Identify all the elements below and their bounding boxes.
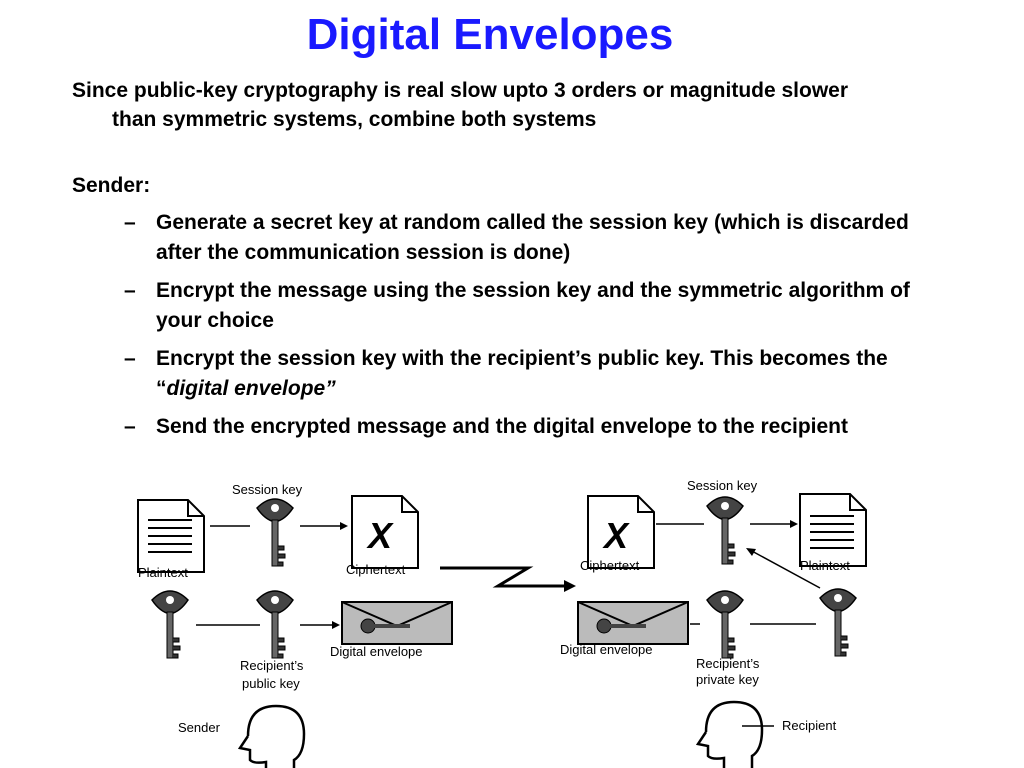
step-item <box>124 412 934 442</box>
received-envelope-label: Digital envelope <box>560 642 653 657</box>
received-ciphertext-label: Ciphertext <box>580 558 640 573</box>
plaintext-document-icon <box>138 500 204 572</box>
recipient-head-icon <box>698 702 762 768</box>
recipient-public-key-icon <box>257 591 293 658</box>
sender-steps-list <box>124 208 934 450</box>
public-key-label-line2: public key <box>242 676 300 691</box>
dash-bullet: – <box>124 415 136 438</box>
right-session-key-label: Session key <box>687 478 758 493</box>
ciphertext-label: Ciphertext <box>346 562 406 577</box>
step-text: Send the encrypted message and the digital envelope to the recipient <box>156 415 848 438</box>
step-text: Encrypt the message using the session key and the symmetric algorithm of your choice <box>156 279 910 332</box>
dash-bullet: – <box>124 211 136 234</box>
step-text: Encrypt the session key with the recipient’s public key. This becomes the “ <box>156 347 888 400</box>
private-key-label-line2: private key <box>696 672 759 687</box>
step-emphasis: digital envelope” <box>166 377 336 400</box>
decrypted-plaintext-icon <box>800 494 866 566</box>
public-key-label-line1: Recipient’s <box>240 658 304 673</box>
svg-text:X: X <box>604 515 629 556</box>
step-text: Generate a secret key at random called the session key (which is discarded after the communication session is done) <box>156 211 909 264</box>
digital-envelope-label: Digital envelope <box>330 644 423 659</box>
slide-title: Digital Envelopes <box>306 10 674 59</box>
session-key-label: Session key <box>232 482 303 497</box>
ciphertext-document-icon <box>352 496 418 568</box>
sender-heading: Sender: <box>72 174 151 197</box>
svg-text:X: X <box>368 515 393 556</box>
dash-bullet: – <box>124 279 136 302</box>
recovered-session-key-icon <box>820 589 856 656</box>
digital-envelope-diagram <box>0 470 1024 768</box>
intro-paragraph: Since public-key cryptography is real slow upto 3 orders or magnitude slower than symmetric systems, combine both systems <box>72 79 849 131</box>
step-item <box>124 344 934 404</box>
public-key-icon <box>152 591 188 658</box>
session-key-icon <box>257 499 293 566</box>
sender-label: Sender <box>178 720 220 735</box>
received-envelope-icon <box>578 602 688 644</box>
digital-envelope-icon <box>342 602 452 644</box>
transmission-arrow-icon <box>440 568 568 586</box>
dash-bullet: – <box>124 347 136 370</box>
private-key-icon <box>707 591 743 658</box>
sender-head-icon <box>240 706 304 768</box>
private-key-label-line1: Recipient’s <box>696 656 760 671</box>
step-item <box>124 276 934 336</box>
step-item <box>124 208 934 268</box>
recipient-label: Recipient <box>782 718 837 733</box>
right-plaintext-label: Plaintext <box>800 558 850 573</box>
decrypted-session-key-icon <box>707 497 743 564</box>
plaintext-label: Plaintext <box>138 565 188 580</box>
